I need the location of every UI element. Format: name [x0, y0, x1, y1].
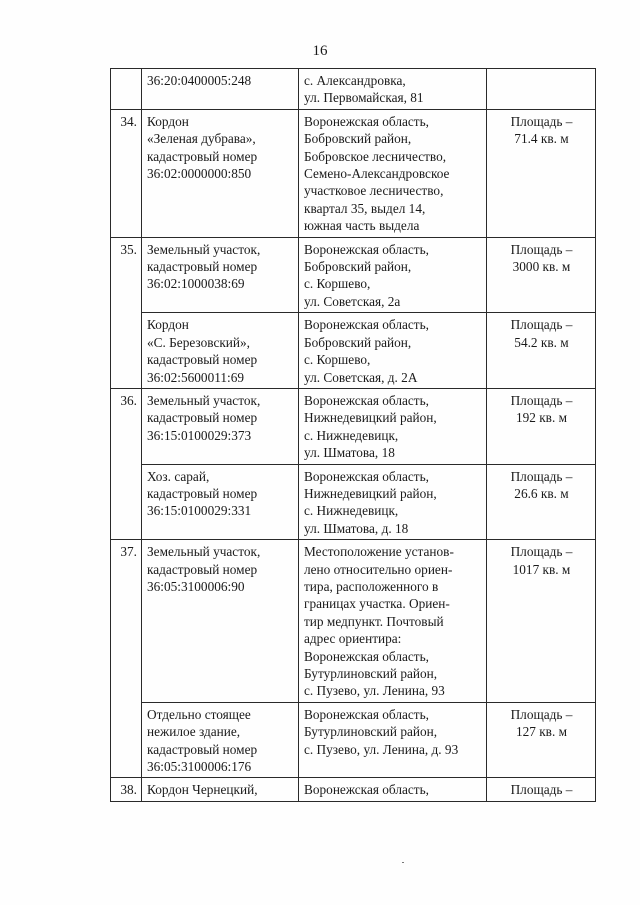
cell-text-line: ул. Первомайская, 81	[304, 90, 424, 106]
cell-text-line: Воронежская область,	[304, 468, 430, 484]
table-row	[111, 778, 596, 801]
address-cell	[299, 69, 487, 110]
cell-text-line: Земельный участок,	[147, 544, 261, 560]
row-number-cell: 37.	[111, 540, 142, 778]
cell-text-line: 192 кв. м	[515, 410, 568, 426]
cell-text-line: Площадь –	[510, 113, 573, 129]
cell-text-line: «С. Березовский»,	[147, 334, 251, 350]
cell-text-line: 26.6 кв. м	[514, 485, 569, 501]
address-cell	[299, 464, 487, 540]
cell-text-line: Воронежская область,	[304, 392, 430, 408]
cell-text-line: Площадь –	[510, 317, 573, 333]
cell-text-line: с. Коршево,	[304, 276, 371, 292]
cell-text-line: Бобровский район,	[304, 131, 412, 147]
row-number-cell: 36.	[111, 388, 142, 539]
cell-text-line: с. Пузево, ул. Ленина, д. 93	[304, 741, 459, 757]
cell-text-line: Хоз. сарай,	[147, 468, 210, 484]
characteristic-cell	[487, 388, 596, 464]
row-number-cell: 34.	[111, 109, 142, 237]
page-number: 16	[312, 43, 328, 59]
characteristic-cell	[487, 464, 596, 540]
cell-text-line: нежилое здание,	[147, 724, 241, 740]
address-cell	[299, 540, 487, 703]
cell-text-line: кадастровый номер	[147, 410, 258, 426]
table-row	[111, 540, 596, 703]
cell-text-line: Площадь –	[510, 241, 573, 257]
cell-text-line: квартал 35, выдел 14,	[304, 200, 426, 216]
cell-text-line: Воронежская область,	[304, 317, 430, 333]
cell-text-line: 36:02:1000038:69	[147, 276, 245, 292]
characteristic-cell	[487, 313, 596, 389]
cell-text-line: лено относительно ориен-	[304, 561, 453, 577]
row-number-cell: 35.	[111, 237, 142, 388]
cell-text-line: с. Нижнедевицк,	[304, 503, 399, 519]
cell-text-line: Площадь –	[510, 544, 573, 560]
table-row	[111, 109, 596, 237]
cell-text-line: 54.2 кв. м	[514, 334, 569, 350]
cell-text-line: Воронежская область,	[304, 706, 430, 722]
table-row	[111, 69, 596, 110]
address-cell	[299, 702, 487, 778]
cell-text-line: «Зеленая дубрава»,	[147, 131, 256, 147]
object-cell	[142, 778, 299, 801]
cell-text-line: Площадь –	[510, 392, 573, 408]
cell-text-line: 1017 кв. м	[512, 561, 571, 577]
cell-text-line: 36:02:5600011:69	[147, 369, 245, 385]
cell-text-line: 36:15:0100029:331	[147, 503, 252, 519]
object-cell	[142, 540, 299, 703]
cell-text-line: Семено-Александровское	[304, 166, 450, 182]
cell-text-line: 36:20:0400005:248	[147, 73, 252, 88]
cell-text-line: с. Александровка,	[304, 73, 406, 88]
cell-text-line: Бобровское лесничество,	[304, 148, 447, 164]
cell-text-line: 36:05:3100006:90	[147, 578, 245, 594]
cell-text-line: ул. Шматова, 18	[304, 445, 395, 461]
cell-text-line: 127 кв. м	[515, 724, 568, 740]
cell-text-line: Бобровский район,	[304, 259, 412, 275]
row-number-cell: 38.	[111, 778, 142, 801]
table-body	[111, 69, 596, 802]
cell-text-line: с. Нижнедевицк,	[304, 427, 399, 443]
cell-text-line: Кордон	[147, 113, 189, 129]
cell-text-line: 71.4 кв. м	[514, 131, 569, 147]
cell-text-line: ул. Советская, 2а	[304, 293, 401, 309]
cell-text-line: Воронежская область,	[304, 648, 430, 664]
cell-text-line: Воронежская область,	[304, 113, 430, 129]
address-cell	[299, 109, 487, 237]
object-cell	[142, 237, 299, 313]
object-cell	[142, 702, 299, 778]
cell-text-line: Нижнедевицкий район,	[304, 485, 437, 501]
cell-text-line: с. Пузево, ул. Ленина, 93	[304, 683, 445, 699]
cell-text-line: Бутурлиновский район,	[304, 666, 438, 681]
address-cell	[299, 313, 487, 389]
cell-text-line: Местоположение установ-	[304, 544, 454, 560]
object-cell	[142, 69, 299, 110]
cell-text-line: Площадь –	[510, 468, 573, 484]
address-cell	[299, 388, 487, 464]
object-cell	[142, 464, 299, 540]
characteristic-cell	[487, 237, 596, 313]
address-cell	[299, 778, 487, 801]
cell-text-line: кадастровый номер	[147, 259, 258, 275]
cell-text-line: тира, расположенного в	[304, 578, 439, 594]
cell-text-line: Воронежская область,	[304, 241, 430, 257]
cell-text-line: ул. Шматова, д. 18	[304, 520, 409, 536]
cell-text-line: Бобровский район,	[304, 334, 412, 350]
cell-text-line: Нижнедевицкий район,	[304, 410, 437, 426]
cell-text-line: кадастровый номер	[147, 352, 258, 368]
cell-text-line: кадастровый номер	[147, 561, 258, 577]
cell-text-line: кадастровый номер	[147, 485, 258, 501]
cell-text-line: границах участка. Ориен-	[304, 596, 450, 612]
cell-text-line: кадастровый номер	[147, 741, 258, 757]
property-table	[110, 68, 596, 802]
characteristic-cell	[487, 540, 596, 703]
table-row	[111, 388, 596, 464]
cell-text-line: кадастровый номер	[147, 148, 258, 164]
cell-text-line: Площадь –	[510, 706, 573, 722]
table-row	[111, 313, 596, 389]
cell-text-line: адрес ориентира:	[304, 631, 402, 647]
cell-text-line: тир медпункт. Почтовый	[304, 613, 444, 629]
characteristic-cell	[487, 69, 596, 110]
object-cell	[142, 109, 299, 237]
cell-text-line: 36:15:0100029:373	[147, 427, 252, 443]
table-row	[111, 464, 596, 540]
cell-text-line: Земельный участок,	[147, 241, 261, 257]
cell-text-line: Площадь –	[510, 782, 573, 798]
cell-text-line: Кордон	[147, 317, 189, 333]
row-number-cell	[111, 69, 142, 110]
cell-text-line: 3000 кв. м	[512, 259, 571, 275]
cell-text-line: ул. Советская, д. 2А	[304, 369, 418, 385]
table-row	[111, 702, 596, 778]
cell-text-line: 36:02:0000000:850	[147, 166, 252, 182]
cell-text-line: 36:05:3100006:176	[147, 759, 252, 775]
cell-text-line: Отдельно стоящее	[147, 706, 251, 722]
cell-text-line: Кордон Чернецкий,	[147, 782, 258, 798]
cell-text-line: Воронежская область,	[304, 782, 430, 798]
table-row	[111, 237, 596, 313]
object-cell	[142, 313, 299, 389]
scan-speck	[402, 862, 404, 863]
cell-text-line: Земельный участок,	[147, 392, 261, 408]
characteristic-cell	[487, 109, 596, 237]
cell-text-line: южная часть выдела	[304, 218, 420, 234]
object-cell	[142, 388, 299, 464]
characteristic-cell	[487, 702, 596, 778]
cell-text-line: участковое лесничество,	[304, 183, 444, 199]
characteristic-cell	[487, 778, 596, 801]
cell-text-line: с. Коршево,	[304, 352, 371, 368]
address-cell	[299, 237, 487, 313]
cell-text-line: Бутурлиновский район,	[304, 724, 438, 740]
